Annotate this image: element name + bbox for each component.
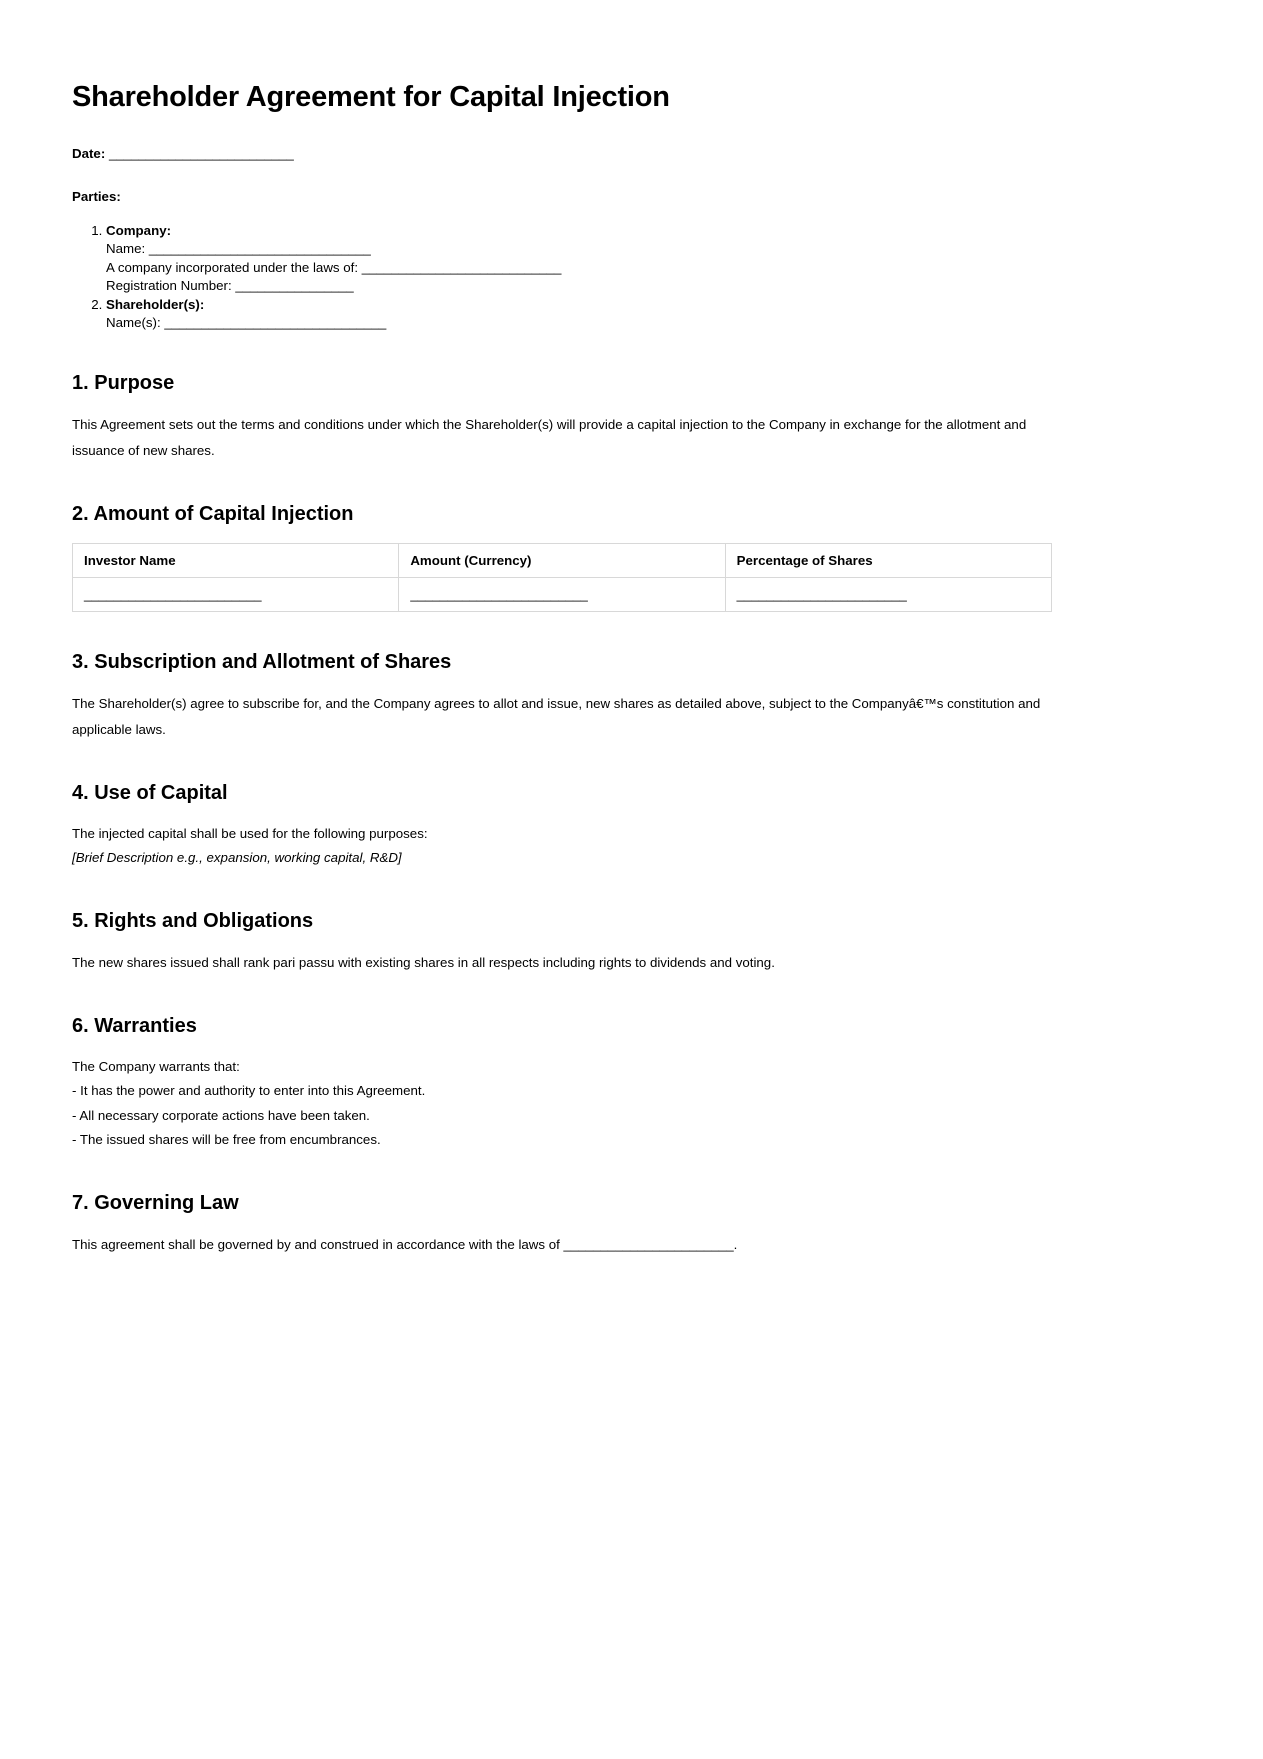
section-heading-subscription: 3. Subscription and Allotment of Shares bbox=[72, 650, 452, 673]
company-laws-label: A company incorporated under the laws of: bbox=[106, 259, 359, 275]
parties-label: Parties: bbox=[72, 188, 121, 204]
company-laws-blank: ___________________________ bbox=[361, 259, 562, 275]
section-heading-amount: 2. Amount of Capital Injection bbox=[72, 502, 354, 525]
table-cell-percentage-blank: _______________________ bbox=[725, 577, 1051, 611]
date-line bbox=[72, 144, 1052, 163]
capital-injection-table bbox=[72, 543, 1052, 612]
use-of-capital-example: [Brief Description e.g., expansion, working capital, R&D] bbox=[72, 850, 402, 866]
date-blank: _________________________ bbox=[108, 145, 294, 161]
table-header-investor-name: Investor Name bbox=[73, 543, 399, 577]
governing-law-text: This agreement shall be governed by and construed in accordance with the laws of bbox=[72, 1236, 560, 1252]
company-name-blank: ______________________________ bbox=[148, 241, 371, 257]
company-registration-label: Registration Number: bbox=[106, 278, 232, 294]
section-heading-purpose: 1. Purpose bbox=[72, 371, 175, 394]
date-label: Date: bbox=[72, 145, 106, 161]
company-laws-line bbox=[106, 259, 1052, 278]
company-name-line bbox=[106, 240, 1052, 259]
company-name-label: Name: bbox=[106, 241, 146, 257]
section-heading-governing-law: 7. Governing Law bbox=[72, 1191, 239, 1214]
subscription-body: The Shareholder(s) agree to subscribe for, and the Company agrees to allot and issue, new shares as detailed above, subject to the Companyâ€™s constitution and applicable laws. bbox=[72, 695, 1041, 737]
table-header-percentage-shares: Percentage of Shares bbox=[725, 543, 1051, 577]
governing-law-body bbox=[72, 1232, 1052, 1258]
company-registration-line bbox=[106, 277, 1052, 296]
table-header-row bbox=[73, 543, 1052, 577]
warranty-item-encumbrances: - The issued shares will be free from encumbrances. bbox=[72, 1132, 381, 1148]
rights-body: The new shares issued shall rank pari passu with existing shares in all respects including rights to dividends and voting. bbox=[72, 954, 775, 970]
shareholders-names-label: Name(s): bbox=[106, 315, 161, 331]
company-registration-blank: ________________ bbox=[235, 278, 354, 294]
party-item-company bbox=[106, 222, 1052, 296]
section-heading-warranties: 6. Warranties bbox=[72, 1014, 197, 1037]
use-of-capital-body: The injected capital shall be used for the following purposes: bbox=[72, 825, 428, 841]
party-item-shareholders bbox=[106, 296, 1052, 333]
purpose-body: This Agreement sets out the terms and conditions under which the Shareholder(s) will provide a capital injection to the Company in exchange for the allotment and issuance of new shares. bbox=[72, 416, 1027, 458]
shareholders-heading: 2. Shareholder(s): bbox=[106, 296, 205, 312]
parties-list bbox=[72, 222, 1052, 333]
warranties-intro: The Company warrants that: bbox=[72, 1058, 240, 1074]
shareholders-names-line bbox=[106, 314, 1052, 333]
warranty-item-corporate-actions: - All necessary corporate actions have been taken. bbox=[72, 1107, 370, 1123]
table-row bbox=[73, 577, 1052, 611]
document-title: Shareholder Agreement for Capital Injection bbox=[72, 81, 670, 113]
warranty-item-power: - It has the power and authority to enter into this Agreement. bbox=[72, 1083, 426, 1099]
table-cell-investor-name-blank: ________________________ bbox=[73, 577, 399, 611]
section-heading-use-of-capital: 4. Use of Capital bbox=[72, 781, 228, 804]
company-heading: 1. Company: bbox=[106, 222, 172, 238]
shareholders-names-blank: ______________________________ bbox=[164, 315, 387, 331]
table-cell-amount-blank: ________________________ bbox=[399, 577, 725, 611]
governing-law-period: . bbox=[733, 1236, 738, 1252]
table-header-amount-currency: Amount (Currency) bbox=[399, 543, 725, 577]
governing-law-blank: _______________________ bbox=[563, 1236, 734, 1252]
section-heading-rights: 5. Rights and Obligations bbox=[72, 909, 314, 932]
